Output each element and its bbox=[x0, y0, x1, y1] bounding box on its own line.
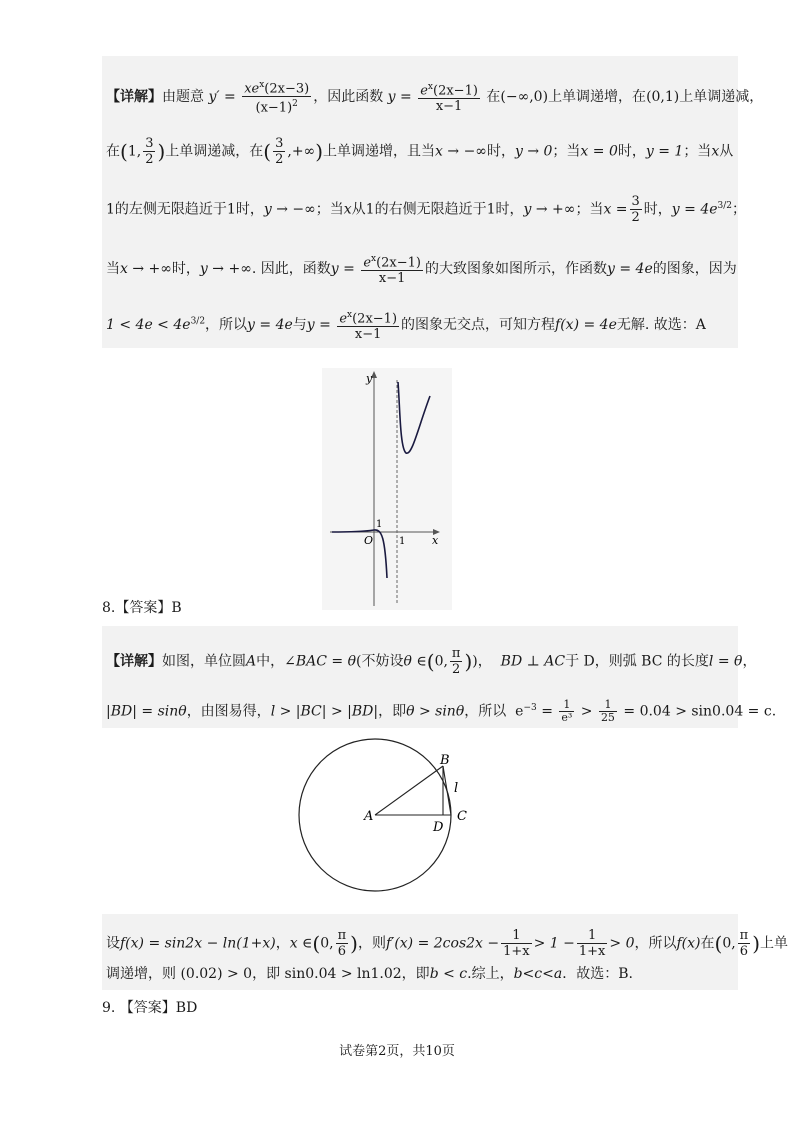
derivative-fraction bbox=[242, 78, 311, 116]
math: b < c bbox=[429, 966, 468, 982]
text: ，由图易得， bbox=[186, 703, 271, 720]
text: 从 bbox=[719, 143, 734, 160]
math: y → +∞ bbox=[199, 261, 252, 278]
math: 1 bbox=[501, 928, 532, 944]
function-fraction bbox=[337, 308, 399, 342]
math: (x−1) bbox=[255, 100, 293, 116]
math: y′ = bbox=[208, 88, 236, 105]
interval-fraction bbox=[273, 136, 285, 167]
origin-label: O bbox=[364, 534, 374, 547]
math: y → +∞ bbox=[523, 201, 576, 218]
math: x → −∞ bbox=[435, 143, 487, 160]
text: ；当 bbox=[683, 143, 712, 160]
math: (2x−1) bbox=[376, 255, 422, 271]
math: e bbox=[420, 83, 428, 98]
math: e bbox=[339, 311, 348, 327]
math: 2 bbox=[292, 99, 298, 110]
paren: ( bbox=[120, 139, 128, 164]
math: π bbox=[451, 646, 461, 661]
text: 时， bbox=[643, 201, 672, 218]
math: 3/2 bbox=[717, 200, 733, 211]
math: b<c<a bbox=[513, 966, 563, 982]
math: y = 1 bbox=[645, 143, 684, 160]
paren: ( bbox=[312, 931, 321, 956]
math: y = 4e bbox=[671, 201, 718, 218]
math: f′(x) = 2cos2x − bbox=[385, 935, 500, 952]
math: x−1 bbox=[354, 327, 382, 343]
text: 1的左侧无限趋近于1时， bbox=[106, 201, 264, 218]
text: 中， bbox=[256, 653, 285, 670]
frac-1-1px bbox=[501, 928, 532, 959]
text: ，所以 bbox=[634, 935, 677, 952]
math: x = 0 bbox=[580, 143, 618, 160]
function-graph bbox=[322, 368, 452, 610]
math: y → −∞ bbox=[263, 201, 316, 218]
math: 3 bbox=[631, 194, 640, 209]
math: > 0 bbox=[609, 935, 635, 952]
math: x−1 bbox=[378, 271, 406, 287]
math: 0, bbox=[722, 935, 736, 952]
math: |BD| = sinθ bbox=[106, 703, 187, 720]
math: x−1 bbox=[435, 99, 463, 114]
math: 2 bbox=[275, 152, 284, 167]
text: ，因此函数 bbox=[313, 88, 388, 105]
text: 设 bbox=[106, 935, 120, 952]
math: e bbox=[363, 255, 372, 271]
sol7-line-5 bbox=[106, 308, 734, 342]
text: )， bbox=[472, 653, 492, 670]
sol7-line-3: 1的左侧无限趋近于1时，y → −∞；当x从1的右侧无限趋近于1时，y → +∞；当x = $\frac{3}{2}$ 时，$y = 4e^{3/2}$； bbox=[106, 194, 747, 225]
text: 的图象，因为 bbox=[652, 261, 737, 278]
segment-AB bbox=[375, 766, 443, 815]
text: ；当 bbox=[315, 201, 344, 218]
page-footer: 试卷第2页，共10页 bbox=[339, 1044, 455, 1059]
sol8b-line-1 bbox=[106, 928, 789, 959]
math: y = bbox=[387, 88, 412, 105]
math: 6 bbox=[739, 944, 749, 959]
pi-fraction bbox=[450, 646, 463, 677]
math: l = θ bbox=[708, 653, 743, 670]
text: ，所以 bbox=[464, 703, 507, 720]
text: 当 bbox=[106, 261, 120, 278]
unit-circle-diagram bbox=[290, 738, 480, 898]
math: x bbox=[259, 80, 265, 90]
text: (不妨设 bbox=[356, 653, 404, 670]
math: A bbox=[246, 653, 257, 670]
function-fraction bbox=[418, 80, 480, 114]
math: = bbox=[541, 703, 553, 720]
math: x bbox=[371, 254, 377, 264]
paren: ( bbox=[426, 649, 435, 674]
paren: ) bbox=[350, 931, 358, 956]
sol7-line-2: 在(1, $\frac{3}{2}$ )上单调递减，在( $\frac{3}{2}$ ,+∞)上单调递增，且当x → −∞时，y → 0；当x = 0时，y = 1；当x从 bbox=[106, 136, 734, 167]
x-fraction bbox=[630, 194, 642, 225]
solution-panel-7 bbox=[102, 56, 764, 348]
math: θ > sinθ bbox=[406, 703, 465, 720]
text: 时， bbox=[171, 261, 200, 278]
math: 1 bbox=[127, 143, 137, 160]
math: π bbox=[739, 928, 749, 943]
math: y = 4e bbox=[607, 261, 653, 278]
math: 2 bbox=[452, 662, 461, 677]
point-D-label: D bbox=[433, 820, 444, 835]
math: 1+x bbox=[503, 944, 530, 959]
math: BD ⊥ AC bbox=[500, 653, 566, 670]
math: x ∈ bbox=[289, 935, 313, 952]
math: −3 bbox=[523, 703, 537, 713]
y-one-label: 1 bbox=[376, 519, 383, 530]
text: 的图象无交点，可知方程 bbox=[401, 317, 556, 334]
math: x bbox=[427, 81, 433, 92]
math: 1 bbox=[559, 699, 574, 712]
math: 3/2 bbox=[190, 316, 206, 327]
math: x bbox=[347, 310, 353, 320]
math: ∠BAC = θ bbox=[284, 653, 357, 670]
text: ；当 bbox=[575, 201, 604, 218]
sol8-line-2 bbox=[106, 698, 777, 725]
interval-fraction bbox=[143, 136, 155, 167]
math: 1 bbox=[577, 928, 608, 944]
math: 2 bbox=[631, 210, 640, 225]
text: 由题意 bbox=[162, 88, 209, 105]
math: 1 < 4e < 4e bbox=[106, 317, 191, 334]
math: > bbox=[580, 703, 593, 720]
arc-l-label: l bbox=[454, 781, 459, 796]
math: 6 bbox=[337, 944, 346, 959]
math: x → +∞ bbox=[120, 261, 172, 278]
paren: ) bbox=[752, 931, 761, 956]
math: x = bbox=[603, 201, 628, 218]
text: ．故选：B. bbox=[562, 966, 633, 982]
text: 上单调递增，且当 bbox=[323, 143, 436, 160]
text: 于 D，则弧 BC 的长度 bbox=[565, 653, 709, 670]
math: (2x−1) bbox=[352, 311, 398, 327]
math: 1+x bbox=[578, 944, 606, 959]
paren: ) bbox=[315, 139, 324, 164]
math: (−∞,0) bbox=[500, 88, 549, 105]
math: 0, bbox=[434, 653, 448, 670]
math: (0,1) bbox=[646, 88, 680, 105]
math: f(x) bbox=[676, 935, 701, 952]
text: ，所以 bbox=[205, 317, 248, 334]
math: +∞ bbox=[291, 143, 316, 160]
math: (2x−1) bbox=[433, 83, 478, 98]
math: y = 4e bbox=[247, 317, 293, 334]
solution-panel-8b bbox=[102, 914, 789, 990]
answer-8: 8.【答案】B bbox=[102, 600, 182, 616]
math: 1 bbox=[599, 699, 617, 712]
text: ；当 bbox=[552, 143, 581, 160]
x-one-label: 1 bbox=[399, 536, 406, 547]
math: 0, bbox=[320, 935, 334, 952]
x-axis-label: x bbox=[432, 534, 439, 547]
point-C-label: C bbox=[457, 809, 467, 824]
math: f(x) = sin2x − ln(1+x) bbox=[120, 935, 276, 952]
paren: ( bbox=[714, 931, 723, 956]
text: 无解. 故选：A bbox=[616, 317, 706, 334]
math: y = bbox=[330, 261, 355, 278]
text: 在 bbox=[700, 935, 715, 952]
math: e³ bbox=[561, 711, 573, 725]
math: x bbox=[343, 201, 352, 218]
text: . 因此，函数 bbox=[251, 261, 331, 278]
segment-BC bbox=[443, 766, 451, 815]
math: e bbox=[515, 703, 524, 720]
math: y = bbox=[306, 317, 331, 334]
y-axis-label: y bbox=[366, 372, 373, 385]
math: (2x−3) bbox=[264, 81, 310, 97]
math: > 1 − bbox=[533, 935, 575, 952]
sol8-line-1 bbox=[106, 646, 757, 677]
math: π bbox=[337, 928, 347, 943]
pi6-fraction bbox=[336, 928, 349, 959]
text: 在 bbox=[481, 88, 501, 105]
math: = 0.04 > sin0.04 = c. bbox=[623, 703, 777, 720]
paren: ) bbox=[464, 649, 473, 674]
math: f(x) = 4e bbox=[555, 317, 617, 334]
text: ， bbox=[742, 653, 757, 670]
text: 上单 bbox=[760, 935, 789, 952]
text: .综上， bbox=[467, 966, 514, 982]
text: 如图，单位圆 bbox=[162, 653, 246, 670]
detail-heading: 【详解】 bbox=[106, 88, 162, 105]
text: 时， bbox=[486, 143, 515, 160]
answer-9: 9. 【答案】BD bbox=[102, 1000, 198, 1016]
frac-1-1px bbox=[577, 928, 608, 959]
function-fraction bbox=[361, 252, 423, 286]
text: 上单调递减，在 bbox=[165, 143, 264, 160]
point-B-label: B bbox=[440, 753, 450, 768]
text: 从1的右侧无限趋近于1时， bbox=[351, 201, 524, 218]
paren: ) bbox=[157, 139, 166, 164]
solution-panel-8 bbox=[102, 626, 777, 728]
math: y → 0 bbox=[514, 143, 553, 160]
point-A-label: A bbox=[364, 809, 374, 824]
math: xe bbox=[244, 81, 260, 97]
math: 2 bbox=[145, 152, 154, 167]
text: 时， bbox=[617, 143, 646, 160]
sol8b-line-2 bbox=[106, 964, 734, 984]
text: ，即 bbox=[378, 703, 407, 720]
math: 3 bbox=[275, 136, 284, 151]
text: 在 bbox=[106, 143, 120, 160]
one-25-fraction bbox=[599, 699, 617, 724]
text: ， bbox=[275, 935, 290, 952]
text: ，则 bbox=[357, 935, 386, 952]
text: 上单调递减， bbox=[679, 88, 764, 105]
math: x bbox=[711, 143, 720, 160]
math: l > |BC| > |BD| bbox=[270, 703, 379, 720]
math: θ ∈ bbox=[403, 653, 427, 670]
sol7-line-4 bbox=[106, 252, 737, 287]
detail-heading: 【详解】 bbox=[106, 653, 162, 670]
text: 与 bbox=[292, 317, 307, 334]
text: 的大致图象如图所示，作函数 bbox=[425, 261, 608, 278]
inverse-e3-fraction bbox=[559, 699, 574, 724]
math: 25 bbox=[600, 711, 615, 725]
text: 上单调递增，在 bbox=[548, 88, 647, 105]
math: 3 bbox=[145, 136, 154, 151]
sol7-line-1 bbox=[106, 78, 764, 116]
text: 调递增，则 (0.02) > 0，即 sin0.04 > ln1.02，即 bbox=[106, 966, 430, 982]
pi6-fraction bbox=[738, 928, 751, 959]
paren: ( bbox=[263, 139, 272, 164]
